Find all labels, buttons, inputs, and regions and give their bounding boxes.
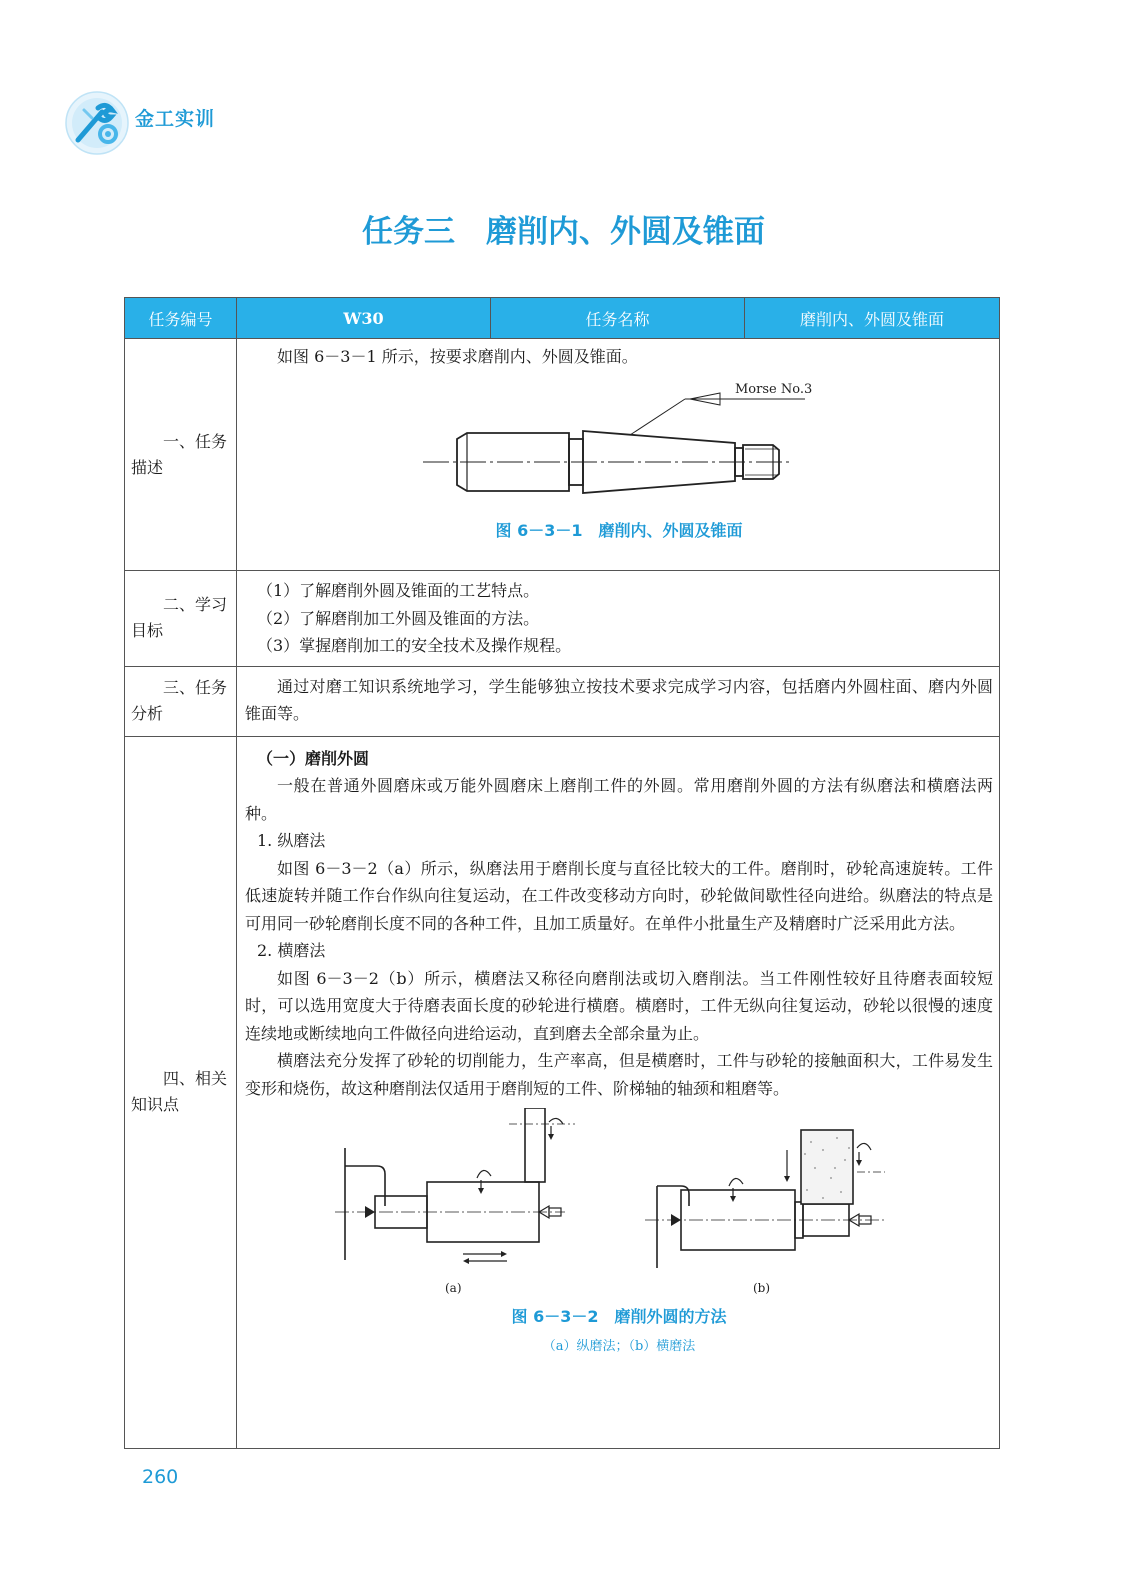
task-name-label: 任务名称 xyxy=(491,298,745,339)
label-line2: 目标 xyxy=(131,621,164,641)
row-label-description xyxy=(125,339,237,571)
figure-6-3-1-caption: 图 6－3－1 磨削内、外圆及锥面 xyxy=(495,520,743,540)
table-row-description xyxy=(125,339,1000,571)
row-content-analysis xyxy=(237,666,1000,736)
figure-a-longitudinal xyxy=(335,1108,575,1295)
intro-text: 一般在普通外圆磨床或万能外圆磨床上磨削工件的外圆。常用磨削外圆的方法有纵磨法和横磨法两种。 xyxy=(245,776,993,823)
table-row-analysis xyxy=(125,666,1000,736)
label-line2: 分析 xyxy=(131,704,164,723)
objective-item: （3）掌握磨削加工的安全技术及操作规程。 xyxy=(257,636,572,655)
figure-b-plunge xyxy=(645,1130,885,1295)
morse-annotation: Morse No.3 xyxy=(735,381,813,397)
label-line2: 知识点 xyxy=(131,1095,180,1114)
row-content-knowledge xyxy=(237,736,1000,1448)
row-content-objectives xyxy=(237,571,1000,667)
sub-heading-2: 2. 横磨法 xyxy=(257,941,326,960)
sub1-text: 如图 6－3－2（a）所示，纵磨法用于磨削长度与直径比较大的工件。磨削时，砂轮高速旋转。工件低速旋转并随工作台作纵向往复运动，在工件改变移动方向时，砂轮做间歇性径向进给。纵磨法的特点是可用同一砂轮磨削长度不同的各种工件，且加工质量好。在单件小批量生产及精磨时广泛采用此方法。 xyxy=(245,858,993,933)
table-row-objectives xyxy=(125,571,1000,667)
table-row-knowledge xyxy=(125,736,1000,1448)
label-line1: 一、任务 xyxy=(163,431,228,451)
row-label-analysis xyxy=(125,666,237,736)
section-heading: （一）磨削外圆 xyxy=(257,748,370,768)
page-title: 任务三 磨削内、外圆及锥面 xyxy=(362,214,765,250)
label-line1: 四、相关 xyxy=(163,1069,228,1088)
objective-item: （2）了解磨削加工外圆及锥面的方法。 xyxy=(257,608,540,628)
figure-6-3-2-grinding-methods xyxy=(245,1108,985,1303)
task-no-value: W30 xyxy=(237,298,491,339)
row-content-description xyxy=(237,339,1000,571)
description-text: 如图 6－3－1 所示，按要求磨削内、外圆及锥面。 xyxy=(277,347,638,366)
sub2-text-1: 如图 6－3－2（b）所示，横磨法又称径向磨削法或切入磨削法。当工件刚性较好且待磨表面较短时，可以选用宽度大于待磨表面长度的砂轮进行横磨。横磨时，工件无纵向往复运动，砂轮以很慢的速度连续地或断续地向工件做径向进给运动，直到磨去全部余量为止。 xyxy=(245,968,993,1043)
task-no-label: 任务编号 xyxy=(125,298,237,339)
book-title: 金工实训 xyxy=(135,108,216,130)
figure-label-b: (b) xyxy=(753,1281,771,1295)
table-header-row xyxy=(125,298,1000,339)
label-line2: 描述 xyxy=(131,457,164,477)
figure-6-3-1-shaft-drawing xyxy=(245,377,985,517)
analysis-text: 通过对磨工知识系统地学习，学生能够独立按技术要求完成学习内容，包括磨内外圆柱面、磨内外圆锥面等。 xyxy=(245,676,993,723)
task-table xyxy=(124,297,1000,1449)
label-line1: 三、任务 xyxy=(163,678,228,697)
task-name-value: 磨削内、外圆及锥面 xyxy=(745,298,1000,339)
figure-6-3-2-subcaption: （a）纵磨法；（b）横磨法 xyxy=(542,1338,696,1354)
row-label-knowledge xyxy=(125,736,237,1448)
figure-label-a: (a) xyxy=(445,1281,462,1295)
page-number: 260 xyxy=(142,1466,179,1488)
wrench-gear-logo-icon xyxy=(62,88,132,158)
objective-item: （1）了解磨削外圆及锥面的工艺特点。 xyxy=(257,581,540,600)
label-line1: 二、学习 xyxy=(163,595,228,615)
sub2-text-2: 横磨法充分发挥了砂轮的切削能力，生产率高，但是横磨时，工件与砂轮的接触面积大，工件易发生变形和烧伤，故这种磨削法仅适用于磨削短的工件、阶梯轴的轴颈和粗磨等。 xyxy=(245,1051,993,1098)
figure-6-3-2-caption: 图 6－3－2 磨削外圆的方法 xyxy=(511,1307,727,1326)
logo xyxy=(62,88,132,158)
sub-heading-1: 1. 纵磨法 xyxy=(257,831,326,850)
row-label-objectives xyxy=(125,571,237,667)
